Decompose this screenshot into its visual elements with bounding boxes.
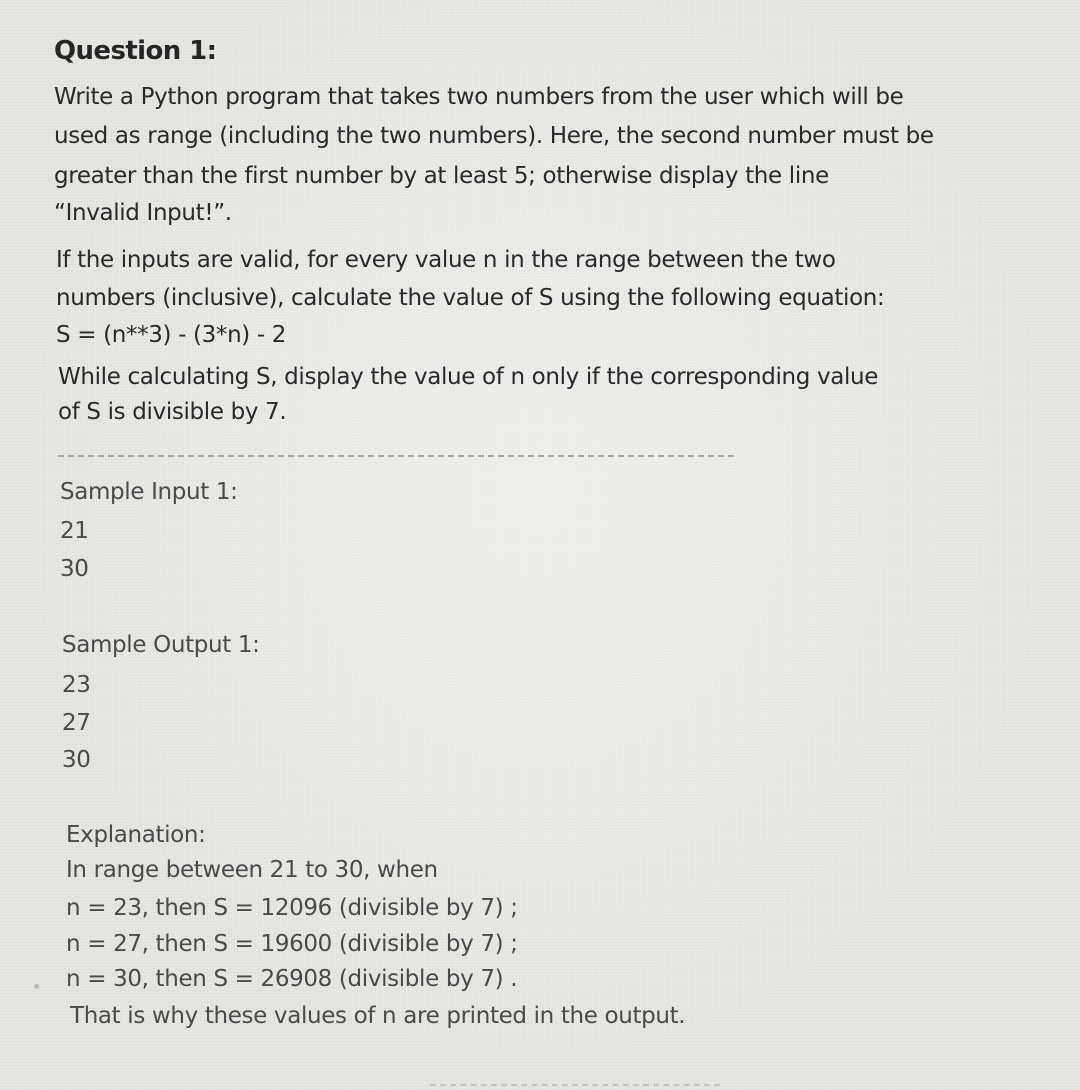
explanation-line-1: In range between 21 to 30, when [66, 857, 438, 883]
sample-input-label: Sample Input 1: [60, 479, 238, 505]
question-line-3: greater than the first number by at least 5; otherwise display the line [54, 163, 829, 189]
section-divider [58, 455, 734, 457]
question-line-2: used as range (including the two numbers). Here, the second number must be [54, 123, 934, 149]
sample-input-value-2: 30 [60, 556, 89, 582]
question-line-5: If the inputs are valid, for every value n in the range between the two [56, 247, 836, 273]
sample-input-value-1: 21 [60, 518, 89, 544]
sample-output-label: Sample Output 1: [62, 632, 260, 658]
question-line-4: “Invalid Input!”. [54, 200, 232, 226]
stray-dot [34, 984, 39, 989]
question-line-8: While calculating S, display the value of n only if the corresponding value [58, 364, 879, 390]
explanation-label: Explanation: [66, 822, 206, 848]
explanation-line-2: n = 23, then S = 12096 (divisible by 7) ; [66, 895, 518, 921]
question-line-6: numbers (inclusive), calculate the value of S using the following equation: [56, 285, 885, 311]
explanation-line-4: n = 30, then S = 26908 (divisible by 7) . [66, 966, 518, 992]
bottom-divider [430, 1084, 720, 1086]
explanation-line-5: That is why these values of n are printed in the output. [70, 1003, 686, 1029]
sample-output-value-1: 23 [62, 672, 91, 698]
sample-output-value-2: 27 [62, 710, 91, 736]
question-line-9: of S is divisible by 7. [58, 399, 287, 425]
equation-line: S = (n**3) - (3*n) - 2 [56, 322, 287, 348]
question-line-1: Write a Python program that takes two numbers from the user which will be [54, 84, 904, 110]
explanation-line-3: n = 27, then S = 19600 (divisible by 7) ; [66, 931, 518, 957]
question-title: Question 1: [54, 36, 217, 66]
sample-output-value-3: 30 [62, 747, 91, 773]
